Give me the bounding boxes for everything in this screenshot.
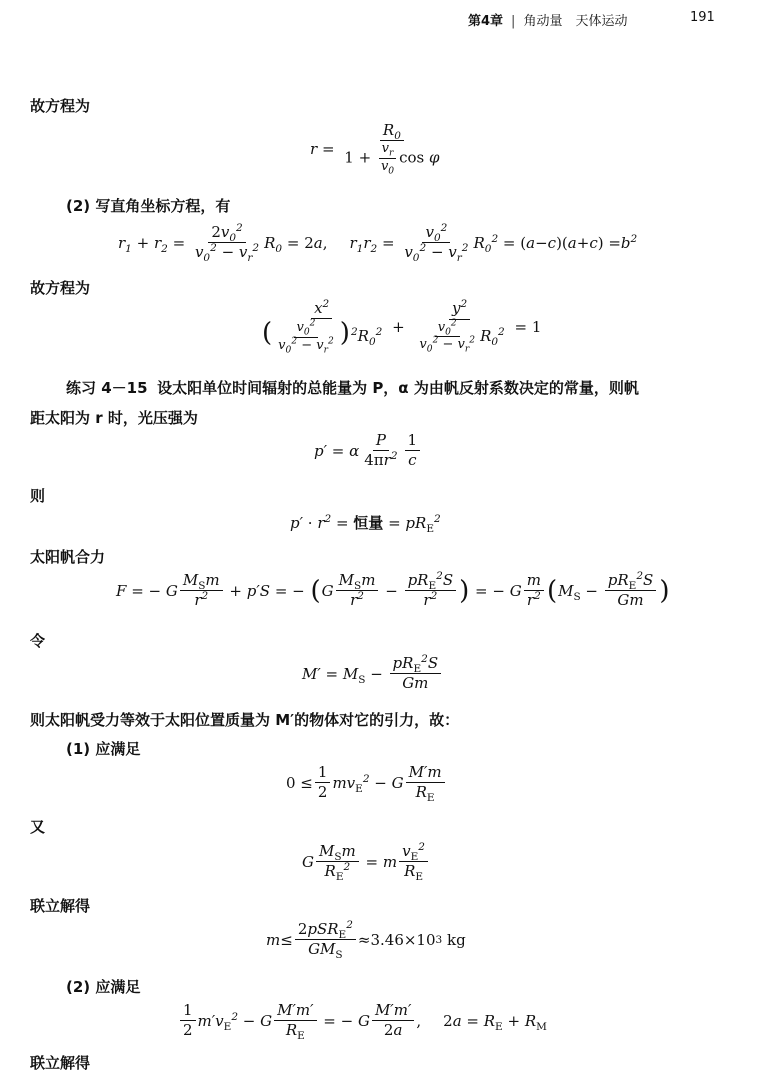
equation-orbit-balance: G $\frac{M_Sm}{R_E^2}$ = m $\frac{v_E^2}{R_E}$ [302, 843, 430, 881]
text-line: 太阳帆合力 [30, 548, 106, 566]
text-line: 则太阳帆受力等效于太阳位置质量为 M′的物体对它的引力，故： [30, 711, 460, 729]
exercise-label: 练习 4－15 [66, 379, 148, 397]
header-divider: | [511, 14, 516, 29]
equation-ellipse: $x^2$ ( $\frac{v_0^2}{v_0^2 - v_r^2}$ )$^2R_0^2$ + $y^2$ $\frac{v_0^2}{v_0^2 - v_r^2}$ $R_0^2$ = 1 [262, 298, 542, 356]
text-line: 联立解得 [30, 897, 91, 915]
equation-axes: $r_1$ + $r_2$ = $\frac{2v_0^2}{v_0^2 - v_r^2}$ $R_0$ = 2 a , $r_1r_2$ = $\frac{v_0^2}{v_0^2 - v_r^2}$ $R_0^2$ = ( a − c )( a + c ) = $b^2$ [118, 222, 638, 265]
running-header [468, 10, 715, 29]
equation-constant: p′ · $r^2$ = 恒量 = $pR_E^2$ [290, 512, 441, 535]
equation-condition-2: $\frac{1}{2}$ $m'v_E^2$ − G $\frac{M'm'}{R_E}$ = − G $\frac{M'm'}{2a}$ , 2 a = $R_E$ + $R_M$ [178, 1002, 547, 1040]
text-line: 令 [30, 632, 46, 650]
text-line: (2) 应满足 [66, 978, 141, 996]
text-line: 故方程为 [30, 279, 91, 297]
equation-orbit-polar: r = $R_0$ 1 + $\frac{v_r}{v_0}$ cos φ [310, 121, 440, 177]
text-line: 故方程为 [30, 97, 91, 115]
equation-light-pressure: p′ = α $\frac{P}{4\pi r^2}$ $\frac{1}{c}$ [314, 432, 422, 470]
equation-result-mass: m ≤ $\frac{2pSR_E^2}{GM_S}$ ≈ 3.46×10 3 kg [266, 919, 466, 962]
text-line: 则 [30, 487, 46, 505]
text-line: 距太阳为 r 时，光压强为 [30, 409, 198, 427]
text-line: 联立解得 [30, 1054, 91, 1072]
result-unit: kg [447, 930, 466, 949]
equation-net-force: F = − G $\frac{M_Sm}{r^2}$ + p′S = − ( G $\frac{M_Sm}{r^2}$ − $\frac{pR_E^2S}{r^2}$ ) = − G $\frac{m}{r^2}$ ( $M_S$ − $\frac{pR_E^2S}{Gm}$ ) [116, 570, 670, 610]
equation-equivalent-mass: M′ = $M_S$ − $\frac{pR_E^2S}{Gm}$ [302, 655, 443, 693]
text-line: (2) 写直角坐标方程，有 [66, 197, 231, 215]
chapter-label: 第4章 [468, 14, 504, 29]
exercise-line [66, 377, 639, 398]
chapter-title: 角动量 天体运动 [523, 14, 628, 29]
result-value: 3.46×10 [370, 930, 436, 949]
page-number: 191 [690, 10, 715, 25]
text-line: 又 [30, 818, 46, 836]
text-line: (1) 应满足 [66, 740, 141, 758]
equation-condition-1: 0 ≤ $\frac{1}{2}$ $mv_E^2$ − G $\frac{M'm}{R_E}$ [286, 764, 447, 802]
text-line: 设太阳单位时间辐射的总能量为 P，α 为由帆反射系数决定的常量，则帆 [157, 379, 639, 397]
